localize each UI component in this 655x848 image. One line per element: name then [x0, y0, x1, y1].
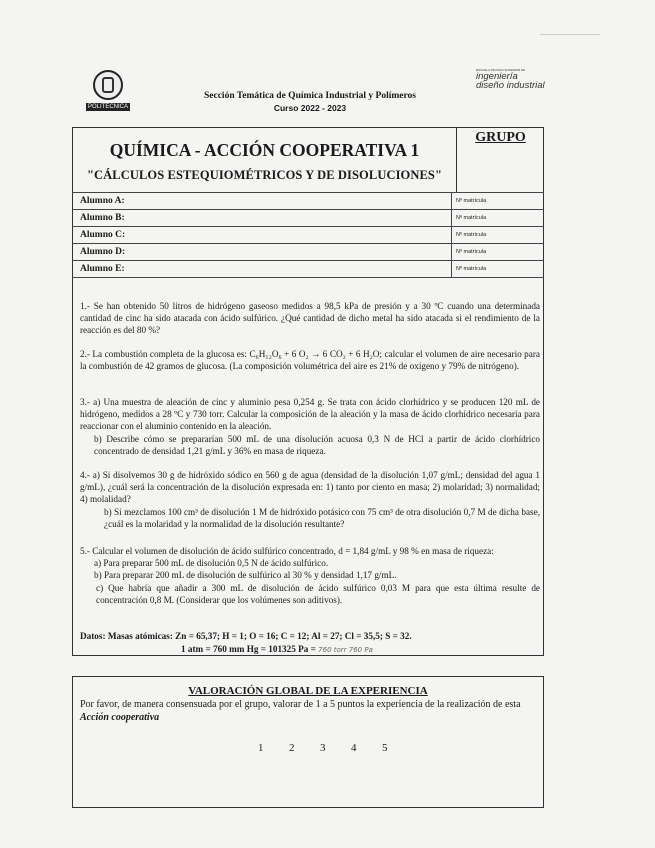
rating-option-2[interactable]: 2: [289, 742, 295, 754]
seal-icon: [93, 70, 123, 100]
question-1-text: 1.- Se han obtenido 50 litros de hidrógeno gaseoso medidos a 98,5 kPa de presión y a 30 ºC cuando una determinada cantidad de cinc ha sido atacada con ácido sulfúrico. ¿Qué cantidad de dicho metal ha sido atacada si el rendimiento de la reacción es del 80 %?: [80, 301, 540, 336]
matricula-field-a[interactable]: Nº matrícula: [456, 198, 487, 204]
valoracion-text-main: Por favor, de manera consensuada por el grupo, valorar de 1 a 5 puntos la experiencia de la realización de esta: [80, 699, 521, 710]
question-2: [80, 348, 540, 372]
row-divider: [72, 226, 544, 227]
question-3a-text: 3.- a) Una muestra de aleación de cinc y aluminio pesa 0,254 g. Se trata con ácido clorhídrico y se producen 120 mL de hidrógeno, medidos a 28 ºC y 730 torr. Calcular la composición de la aleación y la masa de ácido clorhídrico necesaria para reaccionar con el aluminio contenido en la aleación.: [80, 397, 540, 432]
question-3b-text: b) Describe cómo se prepararían 500 mL de una disolución acuosa 0,3 N de HCl a partir de ácido clorhídrico concentrado de densidad 1,21 g/mL y 36% en masa de riqueza.: [94, 433, 540, 456]
matricula-field-e[interactable]: Nº matrícula: [456, 266, 487, 272]
rating-option-1[interactable]: 1: [258, 742, 264, 754]
student-label-a: Alumno A:: [80, 196, 125, 206]
header-line1: Sección Temática de Química Industrial y Polímeros: [204, 91, 416, 101]
datos-line1: Datos: Masas atómicas: Zn = 65,37; H = 1; O = 16; C = 12; Al = 27; Cl = 35,5; S = 32.: [80, 631, 412, 641]
question-4a-text: 4.- a) Si disolvemos 30 g de hidróxido sódico en 560 g de agua (densidad de la disolución 1,07 g/mL; densidad del agua 1 g/mL), ¿cuál será la concentración de la disolución expresada en: 1) tanto por ciento en masa; 2) molaridad; 3) normalidad; 4) molalidad?: [80, 470, 540, 505]
question-5c-text: c) Que habría que añadir a 300 mL de disolución de ácido sulfúrico 0,03 M para que esta última resulte de concentración 0,8 M. (Considerar que los volúmenes son aditivos).: [96, 582, 540, 605]
university-logo: [86, 70, 130, 111]
question-4: [80, 469, 540, 530]
datos-line2: 1 atm = 760 mm Hg = 101325 Pa =: [181, 644, 316, 654]
question-4b-text: b) Si mezclamos 100 cm³ de disolución 1 M de hidróxido potásico con 75 cm³ de otra disolución 0,7 M de dicha base, ¿cuál es la molaridad y la normalidad de la disolución resultante?: [104, 506, 540, 529]
school-logo: [476, 68, 548, 102]
row-divider: [72, 209, 544, 210]
matricula-field-d[interactable]: Nº matrícula: [456, 249, 487, 255]
page-title: QUÍMICA - ACCIÓN COOPERATIVA 1: [109, 140, 420, 160]
question-5-text: 5.- Calcular el volumen de disolución de ácido sulfúrico concentrado, d = 1,84 g/mL y 98 % en masa de riqueza:: [80, 546, 494, 556]
row-divider: [72, 192, 544, 193]
student-label-e: Alumno E:: [80, 264, 125, 274]
question-3: [80, 396, 540, 457]
student-label-d: Alumno D:: [80, 247, 126, 257]
header-line2: Curso 2022 - 2023: [273, 103, 347, 113]
matricula-field-b[interactable]: Nº matrícula: [456, 215, 487, 221]
row-divider: [72, 243, 544, 244]
matricula-field-c[interactable]: Nº matrícula: [456, 232, 487, 238]
valoracion-text: [80, 698, 540, 724]
valoracion-title: VALORACIÓN GLOBAL DE LA EXPERIENCIA: [188, 685, 428, 697]
rating-option-3[interactable]: 3: [320, 742, 326, 754]
student-label-b: Alumno B:: [80, 213, 125, 223]
page-subtitle: "CÁLCULOS ESTEQUIOMÉTRICOS Y DE DISOLUCIONES": [86, 168, 443, 182]
question-5: [80, 545, 540, 606]
rating-option-5[interactable]: 5: [382, 742, 388, 754]
grupo-label: GRUPO: [475, 130, 526, 145]
valoracion-text-em: Acción cooperativa: [80, 712, 160, 723]
logo-right-label: ingeniería diseño industrial: [476, 71, 545, 91]
row-divider: [72, 277, 544, 278]
handwritten-note: 760 torr 760 Pa: [318, 646, 373, 654]
question-5a-text: a) Para preparar 500 mL de disolución 0,5 N de ácido sulfúrico.: [94, 558, 329, 569]
logo-right-small: ESCUELA TÉCNICA SUPERIOR DE: [476, 68, 526, 72]
question-1: [80, 300, 540, 337]
page-header: [180, 90, 440, 114]
logo-left-label: POLITÉCNICA: [87, 104, 128, 110]
question-5b-text: b) Para preparar 200 mL de disolución de sulfúrico al 30 % y densidad 1,17 g/mL.: [94, 570, 397, 581]
datos-block: [80, 630, 540, 657]
row-divider: [72, 260, 544, 261]
rating-option-4[interactable]: 4: [351, 742, 357, 754]
question-2-text: 2.- La combustión completa de la glucosa es: C₆H₁₂O₆ + 6 O₂ → 6 CO₂ + 6 H₂O; calcular el volumen de aire necesario para la combustión de 42 gramos de glucosa. (La composición volumétrica del aire es 21% de oxígeno y 79% de nitrógeno).: [80, 349, 540, 372]
scan-mark: [540, 34, 600, 35]
datos-line2-row: [80, 643, 540, 657]
rating-scale: [258, 742, 413, 754]
matricula-divider: [451, 192, 452, 277]
student-label-c: Alumno C:: [80, 230, 126, 240]
